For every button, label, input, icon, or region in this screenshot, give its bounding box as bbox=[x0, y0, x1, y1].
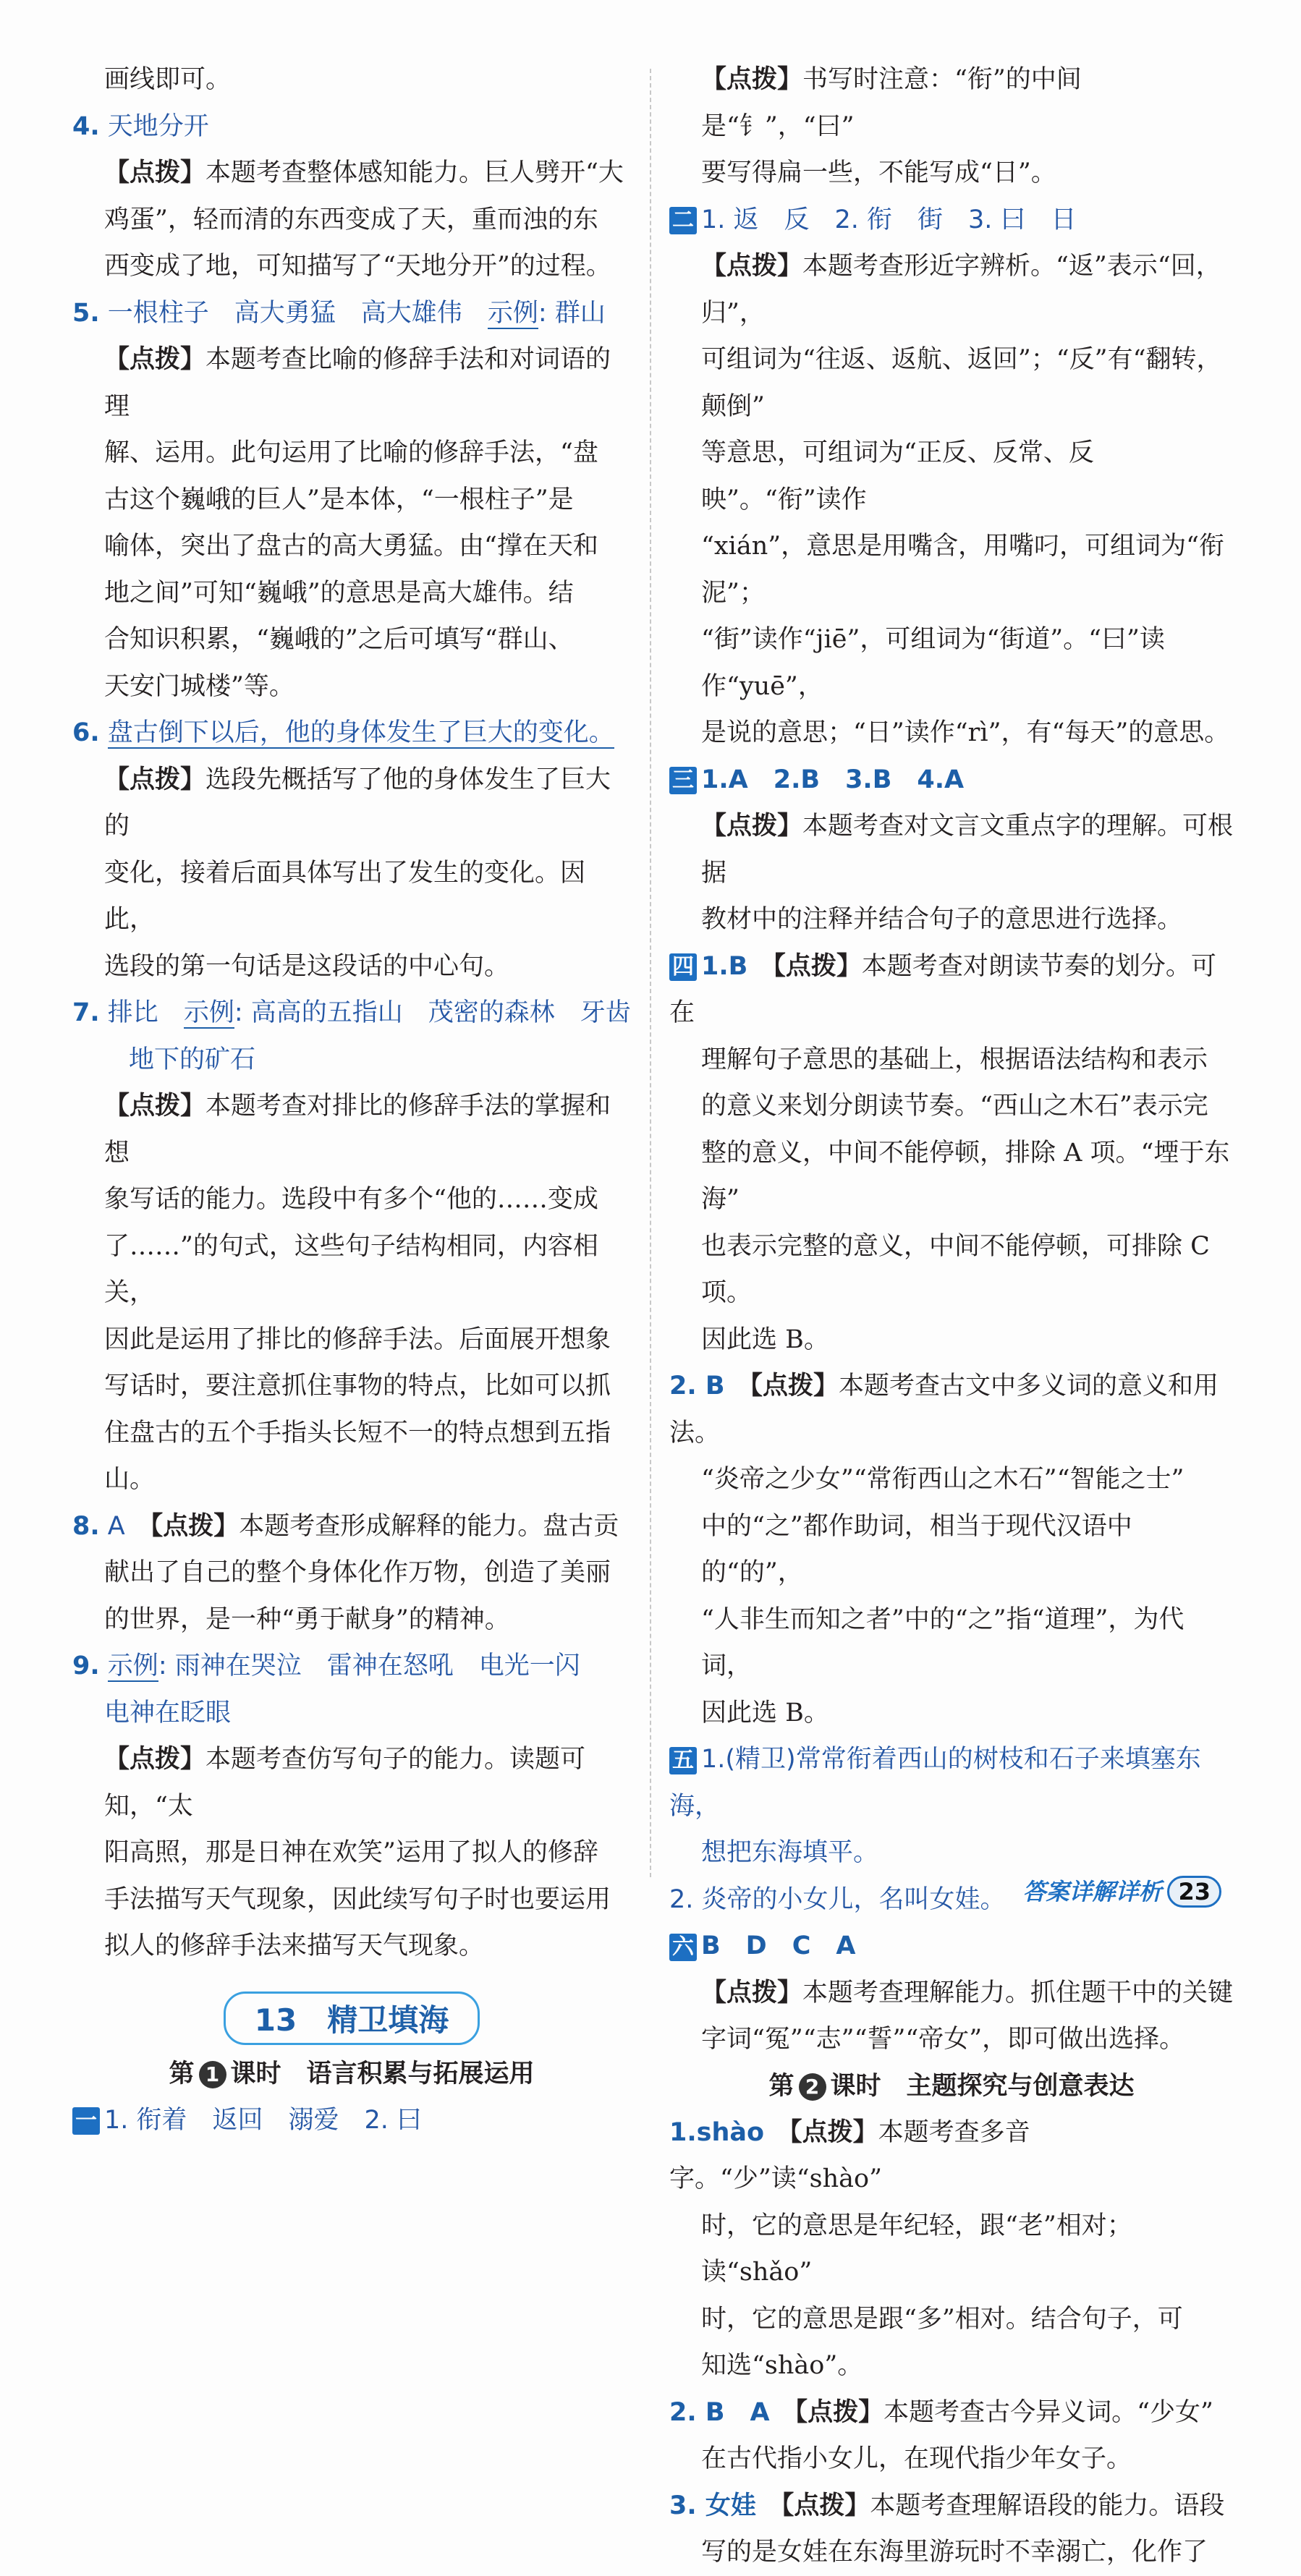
lesson2-q1: 1.shào 【点拨】本题考查多音字。“少”读“shào” bbox=[669, 2117, 1030, 2193]
answer-7-cont: 地下的矿石 bbox=[129, 1045, 256, 1074]
text-line: 手法描写天气现象，因此续写句子时也要运用 bbox=[104, 1884, 611, 1914]
section-badge: 六 bbox=[669, 1934, 697, 1961]
text-line: “炎帝之少女”“常衔西山之木石”“智能之士” bbox=[701, 1465, 1185, 1494]
text-line: 知选“shào”。 bbox=[701, 2351, 863, 2380]
tip-s1: 【点拨】书写时注意：“衔”的中间是“钅”，“曰” bbox=[701, 65, 1082, 141]
page-number: 23 bbox=[1167, 1876, 1221, 1908]
section-4-q2: 2. B 【点拨】本题考查古文中多义词的意义和用法。 bbox=[669, 1372, 1219, 1448]
text-line: 时，它的意思是年纪轻，跟“老”相对；读“shǎo” bbox=[701, 2211, 1132, 2287]
lesson2-q2: 2. B A 【点拨】本题考查古今异义词。“少女” bbox=[669, 2397, 1213, 2427]
text-line: 的世界，是一种“勇于献身”的精神。 bbox=[104, 1604, 510, 1634]
answer-cont: 想把东海填平。 bbox=[701, 1838, 879, 1867]
section-badge: 二 bbox=[669, 207, 697, 234]
text-line: 理解句子意思的基础上，根据语法结构和表示 bbox=[701, 1045, 1208, 1074]
text-line: 可组词为“往返、返航、返回”；“反”有“翻转，颠倒” bbox=[701, 345, 1222, 421]
section-5-q2: 2. 炎帝的小女儿，名叫女娃。 bbox=[669, 1884, 1006, 1914]
section-1-answer: 一 1. 衔着 返回 溺爱 2. 曰 bbox=[72, 2097, 631, 2144]
text-line: 中的“之”都作助词，相当于现代汉语中的“的”， bbox=[701, 1511, 1132, 1587]
text-line: 教材中的注释并结合句子的意思进行选择。 bbox=[701, 905, 1183, 934]
lesson-title: 13 精卫填海 bbox=[224, 1991, 480, 2045]
text-line: 西变成了地，可知描写了“天地分开”的过程。 bbox=[104, 252, 611, 281]
text-line: “xián”，意思是用嘴含，用嘴叼，可组词为“衔泥”； bbox=[701, 532, 1225, 608]
lesson-2-heading: 第 2 课时 主题探究与创意表达 bbox=[768, 2071, 1135, 2101]
text-line: 喻体，突出了盘古的高大勇猛。由“撑在天和 bbox=[104, 532, 598, 561]
text-line: 要写得扁一些，不能写成“日”。 bbox=[701, 158, 1056, 187]
text-line: 变化，接着后面具体写出了发生的变化。因此， bbox=[104, 858, 586, 934]
answer-4: 4. 天地分开 bbox=[72, 111, 209, 141]
right-column bbox=[669, 56, 1234, 2576]
text-line: 天安门城楼”等。 bbox=[104, 671, 294, 701]
page-footer bbox=[1022, 1874, 1221, 1908]
tip-4: 【点拨】本题考查整体感知能力。巨人劈开“大 bbox=[104, 158, 624, 187]
text-line: 时，它的意思是跟“多”相对。结合句子，可 bbox=[701, 2304, 1183, 2334]
tip-5: 【点拨】本题考查比喻的修辞手法和对词语的理 bbox=[104, 345, 611, 421]
section-badge: 五 bbox=[669, 1747, 697, 1774]
lesson-number-badge: 1 bbox=[199, 2061, 226, 2088]
text-line: 写的是女娃在东海里游玩时不幸溺亡，化作了 bbox=[701, 2538, 1208, 2567]
text-line: 写话时，要注意抓住事物的特点，比如可以抓 bbox=[104, 1372, 611, 1400]
tip-7: 【点拨】本题考查对排比的修辞手法的掌握和想 bbox=[104, 1092, 611, 1168]
answer-5: 5. 一根柱子 高大勇猛 高大雄伟 示例: 群山 bbox=[72, 298, 606, 328]
text-line: 因此选 B。 bbox=[701, 1325, 829, 1354]
text-line: 鸡蛋”，轻而清的东西变成了天，重而浊的东 bbox=[104, 205, 598, 234]
lesson2-q3: 3. 女娃 【点拨】本题考查理解语段的能力。语段 bbox=[669, 2491, 1225, 2520]
section-3-answer: 三 1.A 2.B 3.B 4.A bbox=[669, 757, 1234, 804]
lesson-1-heading: 第 1 课时 语言积累与拓展运用 bbox=[169, 2059, 535, 2088]
text-line: 山。 bbox=[104, 1465, 156, 1494]
section-5-answer: 五 1.(精卫)常常衔着西山的树枝和石子来填塞东海， bbox=[669, 1745, 1201, 1821]
tip-s6: 【点拨】本题考查理解能力。抓住题干中的关键 bbox=[701, 1978, 1234, 2007]
tip-s2: 【点拨】本题考查形近字辨析。“返”表示“回，归”， bbox=[701, 252, 1221, 328]
text-line: 阳高照，那是日神在欢笑”运用了拟人的修辞 bbox=[104, 1838, 598, 1867]
section-4-answer: 四 1.B 【点拨】本题考查对朗读节奏的划分。可在 bbox=[669, 951, 1216, 1027]
text-line: 整的意义，中间不能停顿，排除 A 项。“堙于东海” bbox=[701, 1138, 1230, 1214]
footer-label: 答案详解详析 bbox=[1022, 1878, 1162, 1905]
answer-6: 6. 盘古倒下以后，他的身体发生了巨大的变化。 bbox=[72, 718, 614, 747]
text-line: 在古代指小女儿，在现代指少年女子。 bbox=[701, 2444, 1132, 2473]
text-line: 的意义来划分朗读节奏。“西山之木石”表示完 bbox=[701, 1092, 1208, 1121]
text-line: 住盘古的五个手指头长短不一的特点想到五指 bbox=[104, 1418, 611, 1448]
text-line: 因此选 B。 bbox=[701, 1698, 829, 1727]
text-line: 也表示完整的意义，中间不能停顿，可排除 C 项。 bbox=[701, 1231, 1210, 1307]
text-line: 字词“冤”“志”“誓”“帝女”，即可做出选择。 bbox=[701, 2025, 1185, 2054]
answer-9: 9. 示例: 雨神在哭泣 雷神在怒吼 电光一闪 bbox=[72, 1652, 580, 1680]
text-line: 等意思，可组词为“正反、反常、反映”。“衔”读作 bbox=[701, 438, 1094, 514]
text-line: 地之间”可知“巍峨”的意思是高大雄伟。结 bbox=[104, 578, 574, 608]
tip-s3: 【点拨】本题考查对文言文重点字的理解。可根据 bbox=[701, 812, 1234, 888]
section-badge: 一 bbox=[72, 2107, 100, 2135]
text-line: 拟人的修辞手法来描写天气现象。 bbox=[104, 1931, 485, 1960]
column-divider bbox=[650, 69, 651, 1877]
text-line: 了……”的句式，这些句子结构相同，内容相关， bbox=[104, 1231, 598, 1307]
text-line: 解、运用。此句运用了比喻的修辞手法，“盘 bbox=[104, 438, 598, 467]
text-line: 象写话的能力。选段中有多个“他的……变成 bbox=[104, 1185, 598, 1214]
answer-8: 8. A 【点拨】本题考查形成解释的能力。盘古贡 bbox=[72, 1511, 619, 1541]
tip-6: 【点拨】选段先概括写了他的身体发生了巨大的 bbox=[104, 765, 611, 841]
section-6-answer: 六 B D C A bbox=[669, 1923, 1234, 1970]
section-2-answer: 二 1. 返 反 2. 衔 街 3. 曰 日 bbox=[669, 197, 1234, 244]
text-line: “人非生而知之者”中的“之”指“道理”，为代词， bbox=[701, 1604, 1185, 1680]
answer-7: 7. 排比 示例: 高高的五指山 茂密的森林 牙齿 bbox=[72, 998, 631, 1027]
tip-9: 【点拨】本题考查仿写句子的能力。读题可知，“太 bbox=[104, 1745, 586, 1821]
text-line: 是说的意思；“日”读作“rì”，有“每天”的意思。 bbox=[701, 718, 1230, 747]
text-line: 选段的第一句话是这段话的中心句。 bbox=[104, 951, 510, 981]
text-line: 画线即可。 bbox=[104, 65, 232, 94]
text-line: 古这个巍峨的巨人”是本体，“一根柱子”是 bbox=[104, 485, 574, 514]
answer-9-cont: 电神在眨眼 bbox=[104, 1698, 232, 1727]
lesson-number-badge: 2 bbox=[799, 2073, 826, 2101]
text-line: 合知识积累，“巍峨的”之后可填写“群山、 bbox=[104, 625, 574, 654]
section-badge: 三 bbox=[669, 767, 697, 794]
lesson-banner bbox=[72, 1991, 631, 2045]
section-badge: 四 bbox=[669, 953, 697, 981]
left-column bbox=[72, 56, 631, 2143]
text-line: “街”读作“jiē”，可组词为“街道”。“曰”读作“yuē”， bbox=[701, 625, 1165, 701]
text-line: 因此是运用了排比的修辞手法。后面展开想象 bbox=[104, 1325, 611, 1354]
text-line: 献出了自己的整个身体化作万物，创造了美丽 bbox=[104, 1558, 611, 1587]
